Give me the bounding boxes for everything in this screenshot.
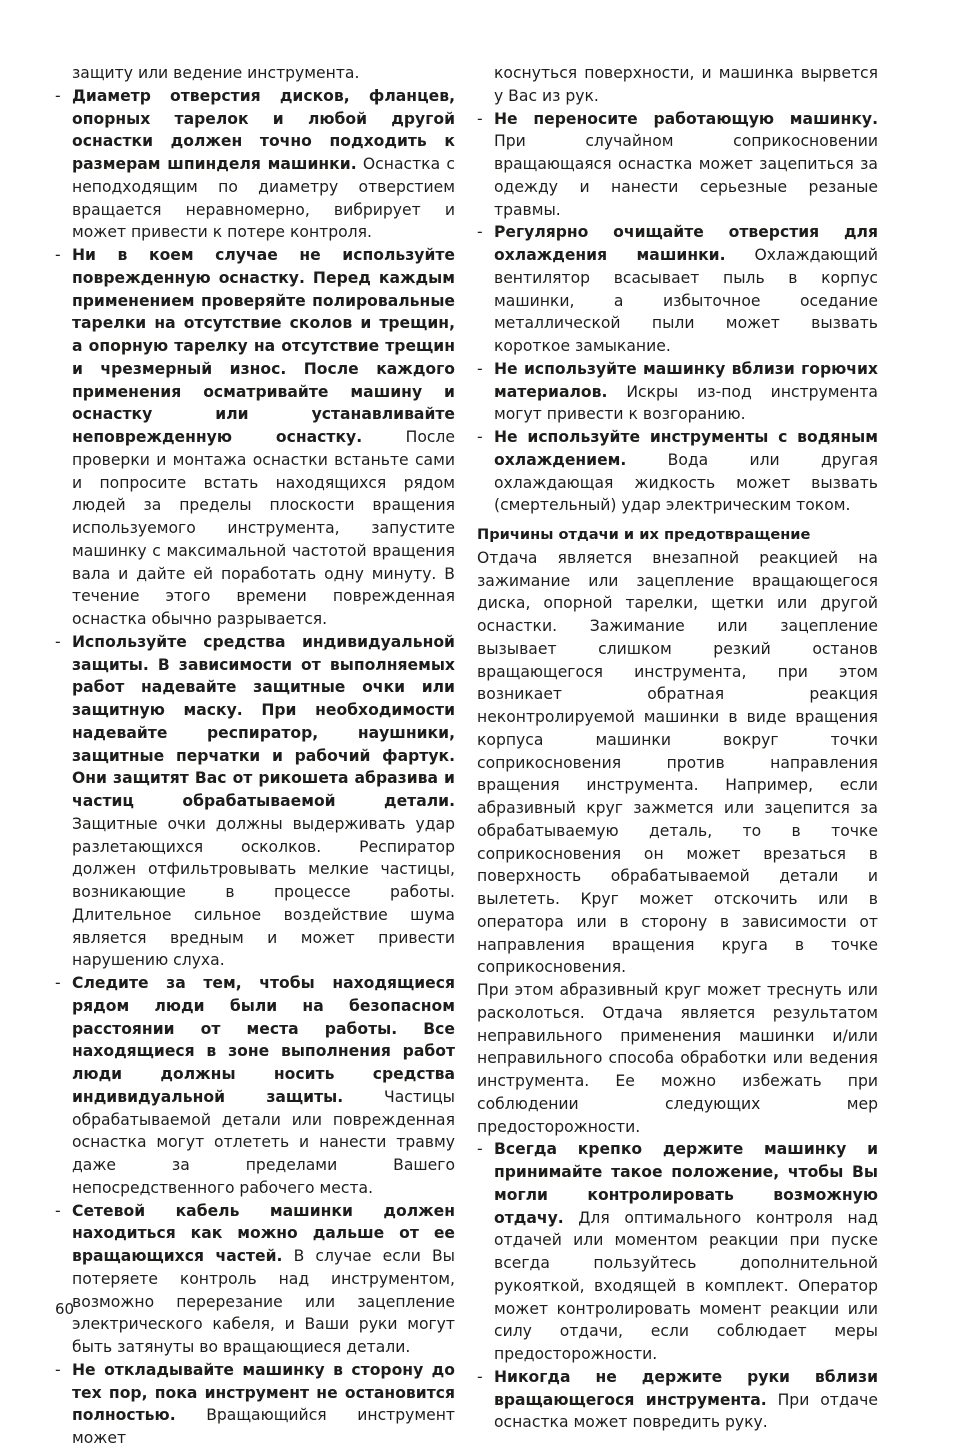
paragraph: При этом абразивный круг может треснуть или расколоться. Отдача является результатом неправильного применения машинки и/или неправильного способа обработки или ведения инструмента. Ее можно избежать при соблюдении следующих мер предосторожности.	[477, 981, 878, 1136]
list-item: - Сетевой кабель машинки должен находиться как можно дальше от ее вращающихся частей. В случае если Вы потеряете контроль над инструментом, возможно перерезание или зацепление электрического кабеля, и Ваши руки могут быть затянуты во вращающиеся детали.	[55, 1201, 455, 1356]
right-column	[477, 62, 878, 1434]
list-item: - Следите за тем, чтобы находящиеся рядом люди были на безопасном расстоянии от места работы. Все находящиеся в зоне выполнения работ люди должны носить средства индивидуальной защиты. Частицы обрабатываемой детали или поврежденная оснастка могут отлететь и нанести травму даже за пределами Вашего непосредственного рабочего места.	[55, 974, 455, 1197]
list-item: - Используйте средства индивидуальной защиты. В зависимости от выполняемых работ надевайте защитные очки или защитную маску. При необходимости надевайте респиратор, наушники, защитные перчатки и рабочий фартук. Они защитят Вас от рикошета абразива и частиц обрабатываемой детали. Защитные очки должны выдерживать удар разлетающихся осколков. Респиратор должен отфильтровывать мелкие частицы, возникающие в процессе работы. Длительное сильное воздействие шума является вредным и может привести нарушению слуха.	[55, 632, 455, 970]
list-item: - Регулярно очищайте отверстия для охлаждения машинки. Охлаждающий вентилятор всасывает пыль в корпус машинки, а избыточное оседание металлической пыли может вызвать короткое замыкание.	[477, 223, 878, 355]
list-item: - Не используйте инструменты с водяным охлаждением. Вода или другая охлаждающая жидкость может вызвать (смертельный) удар электрическим током.	[477, 428, 878, 515]
list-item: - Всегда крепко держите машинку и принимайте такое положение, чтобы Вы могли контролировать возможную отдачу. Для оптимального контроля над отдачей или моментом реакции при пуске всегда пользуйтесь дополнительной рукояткой, входящей в комплект. Оператор может контролировать момент реакции или силу отдачи, если соблюдает меры предосторожности.	[477, 1140, 878, 1363]
left-continuation-text: защиту или ведение инструмента.	[72, 64, 360, 82]
list-item: - Не используйте машинку вблизи горючих материалов. Искры из-под инструмента могут привести к возгоранию.	[477, 359, 878, 424]
section-heading: Причины отдачи и их предотвращение	[477, 526, 811, 543]
paragraph: Отдача является внезапной реакцией на зажимание или зацепление вращающегося диска, опорной тарелки, щетки или другой оснастки. Зажимание или зацепление вызывает слишком резкий останов вращающегося инструмента, при этом возникает обратная реакция неконтролируемой машинки в виде вращения корпуса машинки вокруг точки соприкосновения против направления вращения инструмента. Например, если абразивный круг зажмется или зацепится за обрабатываемую деталь, то в точке соприкосновения он может врезаться в поверхность обрабатываемой детали и вылететь. Круг может отскочить или в оператора или в сторону в зависимости от направления вращения круга в точке соприкосновения.	[477, 548, 878, 977]
list-item: - Не переносите работающую машинку. При случайном соприкосновении вращающаяся оснастка может зацепиться за одежду и нанести серьезные резаные травмы.	[477, 109, 878, 219]
list-item: - Не откладывайте машинку в сторону до тех пор, пока инструмент не остановится полностью. Вращающийся инструмент может	[55, 1360, 455, 1447]
list-item: - Никогда не держите руки вблизи вращающегося инструмента. При отдаче оснастка может повредить руку.	[477, 1367, 878, 1432]
list-item: - Диаметр отверстия дисков, фланцев, опорных тарелок и любой другой оснастки должен точно подходить к размерам шпинделя машинки. Оснастка с неподходящим по диаметру отверстием вращается неравномерно, вибрирует и может привести к потере контроля.	[55, 86, 455, 242]
left-column	[55, 62, 455, 1450]
page-number: 60	[55, 1300, 75, 1318]
list-item: - Ни в коем случае не используйте поврежденную оснастку. Перед каждым применением проверяйте полировальные тарелки на отсутствие сколов и трещин, а опорную тарелку на отсутствие трещин и чрезмерный износ. После каждого применения осматривайте машину и оснастку или устанавливайте неповрежденную оснастку. После проверки и монтажа оснастки встаньте сами и попросите встать находящихся рядом людей за пределы плоскости вращения используемого инструмента, запустите машинку с максимальной частотой вращения вала и дайте ей поработать одну минуту. В течение этого времени поврежденная оснастка обычно разрывается.	[55, 246, 455, 628]
right-continuation-text: коснуться поверхности, и машинка вырвется у Вас из рук.	[494, 64, 878, 105]
